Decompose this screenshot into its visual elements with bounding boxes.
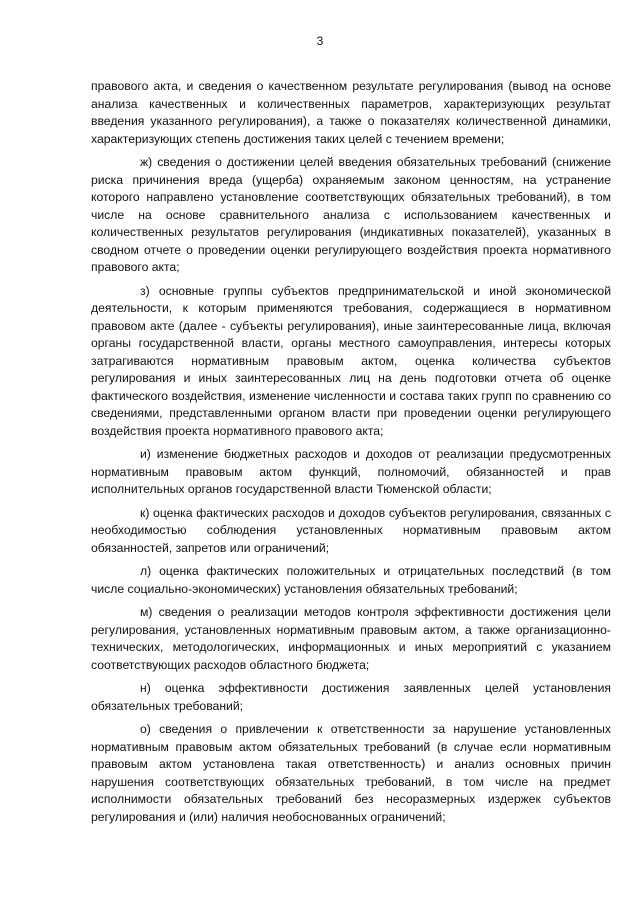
paragraph-item-l: л) оценка фактических положительных и отрицательных последствий (в том числе социально-экономических) установления обязательных требований; — [91, 564, 611, 596]
paragraph-item-i: и) изменение бюджетных расходов и доходов от реализации предусмотренных нормативным правовым актом функций, полномочий, обязанностей и прав исполнительных органов государственной власти Тюменской области; — [91, 447, 611, 496]
paragraph-item-zh: ж) сведения о достижении целей введения обязательных требований (снижение риска причинения вреда (ущерба) охраняемым законом ценностям, на устранение которого направлено установление соответствующих обязательных требований), в том числе на основе сравнительного анализа с использованием качественных и количественных результатов регулирования (индикативных показателей), указанных в сводном отчете о проведении оценки регулирующего воздействия проекта нормативного правового акта; — [91, 155, 611, 274]
paragraph-item-n: н) оценка эффективности достижения заявленных целей установления обязательных требований; — [91, 681, 611, 713]
document-body — [91, 78, 611, 832]
page-number: 3 — [316, 34, 324, 48]
paragraph-item-k: к) оценка фактических расходов и доходов субъектов регулирования, связанных с необходимостью соблюдения установленных нормативным правовым актом обязанностей, запретов или ограничений; — [91, 505, 611, 555]
paragraph-item-m: м) сведения о реализации методов контроля эффективности достижения цели регулирования, установленных нормативным правовым актом, а также организационно-технических, методологических, информационных и иных мероприятий с указанием соответствующих расходов областного бюджета; — [91, 605, 611, 672]
paragraph-continuation: правового акта, и сведения о качественном результате регулирования (вывод на основе анализа качественных и количественных параметров, характеризующих результат введения указанного регулирования), а также о показателях количественной динамики, характеризующих степень достижения таких целей с течением времени; — [91, 79, 611, 146]
paragraph-item-z: з) основные группы субъектов предпринимательской и иной экономической деятельности, к которым применяются требования, содержащиеся в нормативном правовом акте (далее - субъекты регулирования), иные заинтересованные лица, включая органы государственной власти, органы местного самоуправления, интересы которых затрагиваются нормативным правовым актом, оценка количества субъектов регулирования и иных заинтересованных лиц на день подготовки отчета об оценке фактического воздействия, изменение численности и состава таких групп по сравнению со сведениями, представленными органом власти при проведении оценки регулирующего воздействия проекта нормативного правового акта; — [91, 283, 611, 438]
paragraph-item-o: о) сведения о привлечении к ответственности за нарушение установленных нормативным правовым актом обязательных требований (в случае если нормативным правовым актом установлена такая ответственность) и анализ основных причин нарушения соответствующих обязательных требований, в том числе на предмет исполнимости обязательных требований без несоразмерных издержек субъектов регулирования и (или) наличия необоснованных ограничений; — [91, 722, 611, 824]
